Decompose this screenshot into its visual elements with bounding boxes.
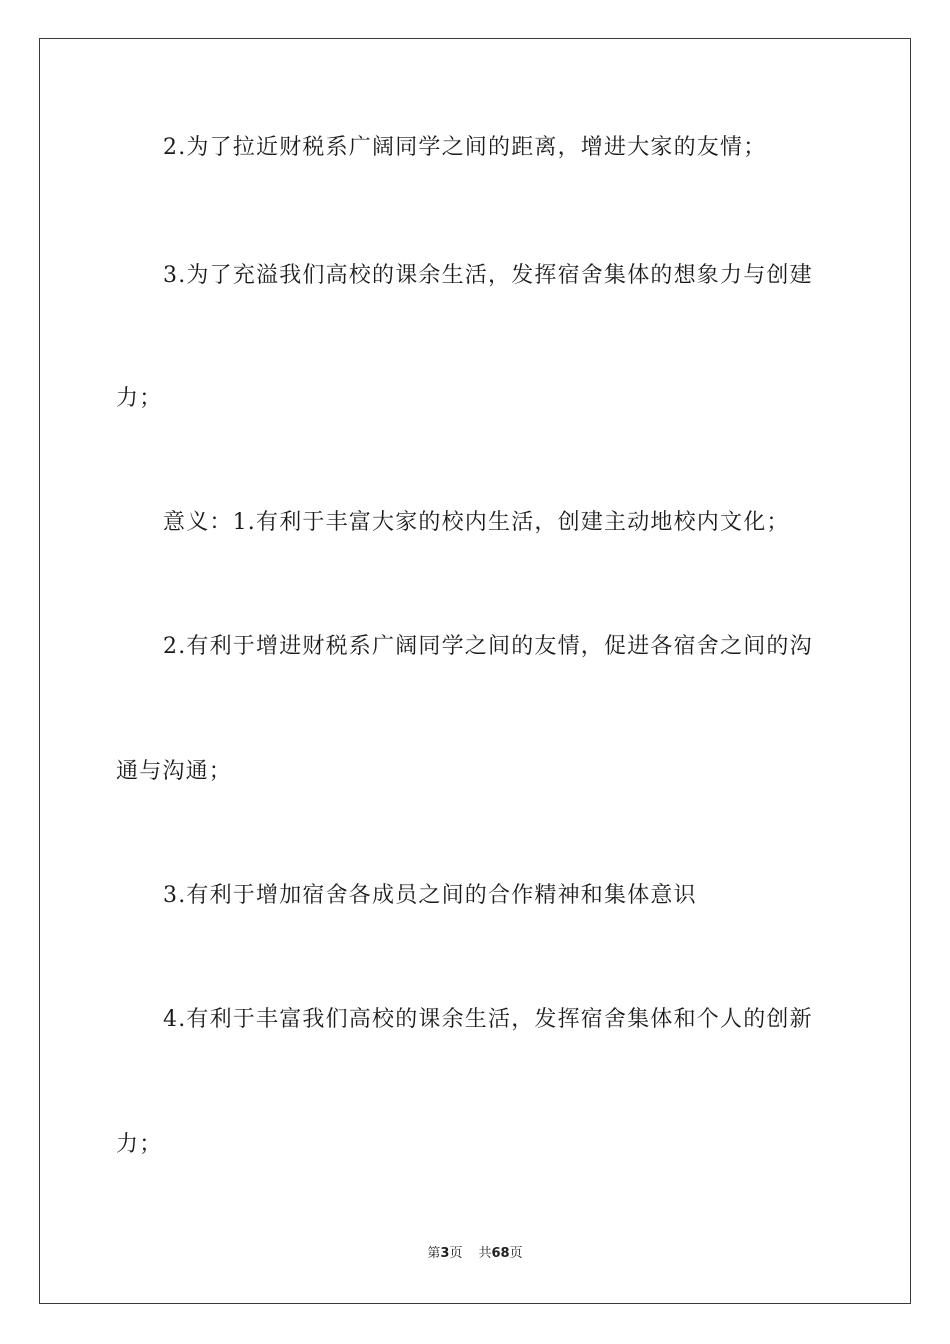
- paragraph-line-4: 意义：1.有利于丰富大家的校内生活，创建主动地校内文化；: [163, 510, 790, 535]
- total-prefix: 共: [478, 1246, 492, 1261]
- total-suffix: 页: [509, 1246, 523, 1261]
- paragraph-line-2: 3.为了充溢我们高校的课余生活，发挥宿舍集体的想象力与创建: [163, 263, 813, 288]
- paragraph-line-7: 3.有利于增加宿舍各成员之间的合作精神和集体意识: [163, 883, 697, 908]
- page-footer: [0, 1244, 950, 1264]
- page-frame: [39, 38, 911, 1304]
- paragraph-line-6: 通与沟通；: [116, 759, 233, 784]
- page-suffix: 页: [449, 1246, 463, 1261]
- paragraph-line-8: 4.有利于丰富我们高校的课余生活，发挥宿舍集体和个人的创新: [163, 1007, 813, 1032]
- page-prefix: 第: [427, 1246, 441, 1261]
- paragraph-line-5: 2.有利于增进财税系广阔同学之间的友情，促进各宿舍之间的沟: [163, 634, 813, 659]
- page-number: 3: [440, 1246, 450, 1261]
- paragraph-line-3: 力；: [116, 386, 163, 411]
- paragraph-line-9: 力；: [116, 1132, 163, 1157]
- total-pages: 68: [491, 1246, 510, 1261]
- paragraph-line-1: 2.为了拉近财税系广阔同学之间的距离，增进大家的友情；: [163, 135, 767, 160]
